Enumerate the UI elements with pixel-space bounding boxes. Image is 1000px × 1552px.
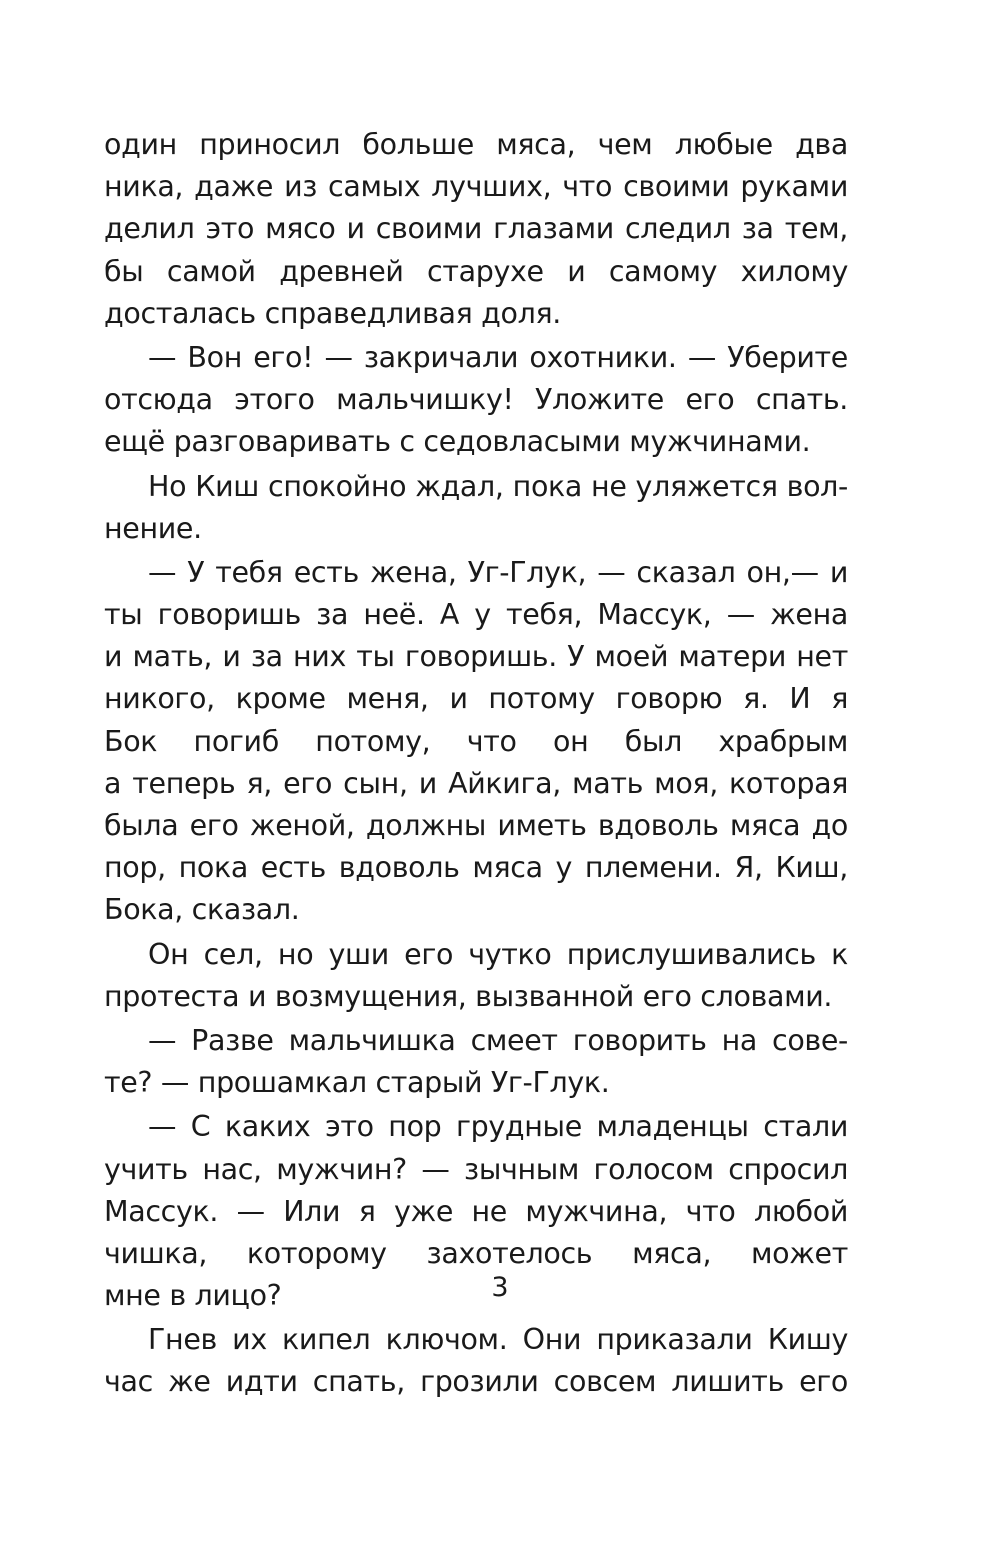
text-line: пор, пока есть вдоволь мяса у племени. Я, Киш, bbox=[104, 851, 848, 885]
text-line: Но Киш спокойно ждал, пока не уляжется вол- bbox=[148, 469, 848, 503]
text-line: чишка, которому захотелось мяса, может bbox=[104, 1236, 848, 1270]
text-line: досталась справедливая доля. bbox=[104, 296, 561, 330]
text-line: — С каких это пор грудные младенцы стали bbox=[148, 1110, 848, 1144]
text-line: — У тебя есть жена, Уг-Глук, — сказал он,— и bbox=[148, 555, 848, 589]
text-line: ника, даже из самых лучших, что своими руками bbox=[104, 170, 848, 204]
text-line: Он сел, но уши его чутко прислушивались к bbox=[148, 937, 848, 971]
text-line: и мать, и за них ты говоришь. У моей матери нет bbox=[104, 640, 848, 674]
text-line: — Вон его! — закричали охотники. — Уберите bbox=[148, 340, 848, 374]
page-number: 3 bbox=[491, 1272, 509, 1303]
text-line: была его женой, должны иметь вдоволь мяса до bbox=[104, 809, 848, 842]
text-line: Бок погиб потому, что он был храбрым bbox=[104, 724, 848, 758]
text-line: Гнев их кипел ключом. Они приказали Кишу bbox=[148, 1323, 848, 1357]
text-line: мне в лицо? bbox=[104, 1279, 282, 1313]
body-text bbox=[104, 124, 848, 1404]
text-line: а теперь я, его сын, и Айкига, мать моя, которая bbox=[104, 766, 848, 800]
text-line: делил это мясо и своими глазами следил за тем, bbox=[104, 212, 848, 246]
text-line: один приносил больше мяса, чем любые два bbox=[104, 128, 848, 161]
text-line: те? — прошамкал старый Уг-Глук. bbox=[104, 1066, 610, 1100]
text-line: бы самой древней старухе и самому хилому bbox=[104, 254, 848, 288]
text-line: час же идти спать, грозили совсем лишить его bbox=[104, 1365, 848, 1399]
text-line: учить нас, мужчин? — зычным голосом спросил bbox=[104, 1152, 848, 1186]
text-line: Массук. — Или я уже не мужчина, что любой bbox=[104, 1194, 848, 1228]
text-line: — Разве мальчишка смеет говорить на сове- bbox=[148, 1023, 848, 1057]
text-line: ты говоришь за неё. А у тебя, Массук, — жена bbox=[104, 598, 848, 632]
text-line: никого, кроме меня, и потому говорю я. И я bbox=[104, 682, 848, 716]
text-line: отсюда этого мальчишку! Уложите его спать. bbox=[104, 383, 848, 417]
text-line: нение. bbox=[104, 511, 202, 545]
text-line: Бока, сказал. bbox=[104, 893, 300, 927]
text-line: ещё разговаривать с седовласыми мужчинами. bbox=[104, 425, 811, 459]
text-line: протеста и возмущения, вызванной его словами. bbox=[104, 979, 833, 1013]
